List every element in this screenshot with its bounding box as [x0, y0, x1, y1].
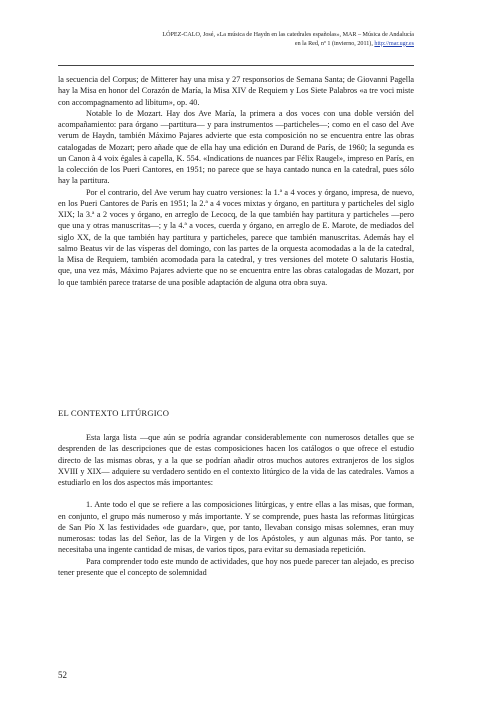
header-rule: [58, 65, 414, 66]
section-heading: EL CONTEXTO LITÚRGICO: [58, 408, 170, 418]
paragraph: Para comprender todo este mundo de actividades, que hoy nos puede parecer tan alejado, es preciso tener presente que el concepto de solemnidad: [58, 556, 414, 577]
running-header: [58, 31, 414, 48]
paragraph: Por el contrario, del Ave verum hay cuatro versiones: la 1.ª a 4 voces y órgano, impresa, de nuevo, en los Pueri Cantores de París en 1951; la 2.ª a 4 voces mixtas y órgano, en partitura y particheles del siglo XIX; la 3.ª a 2 voces y órgano, en arreglo de Lecocq, de la que también hay partitura y particheles —pero que una y otras manuscritas—; y la 4.ª a voces, cuerda y órgano, en arreglo de E. Marote, de mediados del siglo XX, de la que también hay partitura y particheles, parece que también manuscritas. Además hay el salmo Beatus vir de las vísperas del domingo, con las partes de la orquesta acomodadas a la de la catedral, la Misa de Requiem, también acomodada para la catedral, y tres versiones del motete O salutaris Hostia, que, una vez más, Máximo Pajares advierte que no se encuentra entre las obras catalogadas de Mozart, por lo que también parece tratarse de una posible adaptación de alguna otra obra suya.: [58, 187, 414, 287]
header-citation-line2: [58, 40, 414, 49]
paragraph: 1. Ante todo el que se refiere a las composiciones litúrgicas, y entre ellas a las misas, que forman, en conjunto, el grupo más numeroso y más importante. Y se comprende, pues hasta las reformas litúrgicas de San Pío X las festividades «de guardar», que, por tanto, llevaban consigo misas solemnes, eran muy numerosas: todas las del Señor, las de la Virgen y de los Apóstoles, y aun algunas más. Por tanto, se necesitaba una ingente cantidad de misas, de varios tipos, para evitar su demasiada repetición.: [58, 500, 414, 555]
page-number: 52: [58, 670, 67, 680]
body-text-bottom: [58, 432, 414, 578]
header-link[interactable]: http://mar.ugr.es: [374, 40, 414, 47]
paragraph: Esta larga lista —que aún se podría agrandar considerablemente con numerosos detalles que se desprenden de las descripciones que de estas composiciones hacen los catálogos o que ofrece el estudio directo de las mismas obras, y a la que se podrían añadir otros muchos autores extranjeros de los siglos XVIII y XIX— adquiere su verdadero sentido en el contexto litúrgico de la vida de las catedrales. Vamos a estudiarlo en los dos aspectos más importantes:: [58, 433, 414, 487]
paragraph: Notable lo de Mozart. Hay dos Ave María, la primera a dos voces con una doble versión del acompañamiento: para órgano —partitura— y para instrumentos —particheles—; como en el caso del Ave verum de Haydn, también Máximo Pajares advierte que esta composición no se encuentra entre las obras catalogadas de Mozart; pero añade que de ella hay una edición en Durand de París, de 1960; la segunda es un Canon à 4 voix égales à capella, K. 554. «Indications de nuances par Félix Raugel», impreso en París, en la colección de los Pueri Cantores, en 1951; no parece que se haya cantado nunca en la catedral, pues sólo hay la partitura.: [58, 108, 414, 186]
header-citation: LÓPEZ-CALO, José, «La música de Haydn en las catedrales españolas», MAR – Música de Andalucía: [162, 32, 414, 38]
paragraph: la secuencia del Corpus; de Mitterer hay una misa y 27 responsorios de Semana Santa; de Giovanni Pagella hay la Misa en honor del Corazón de María, la Misa XIV de Requiem y Los Siete Palabros «a tre voci miste con accompagnamento ad libitum», op. 40.: [58, 75, 414, 107]
body-text-top: [58, 74, 414, 288]
header-issue: en la Red, nº 1 (invierno, 2011),: [294, 40, 375, 47]
